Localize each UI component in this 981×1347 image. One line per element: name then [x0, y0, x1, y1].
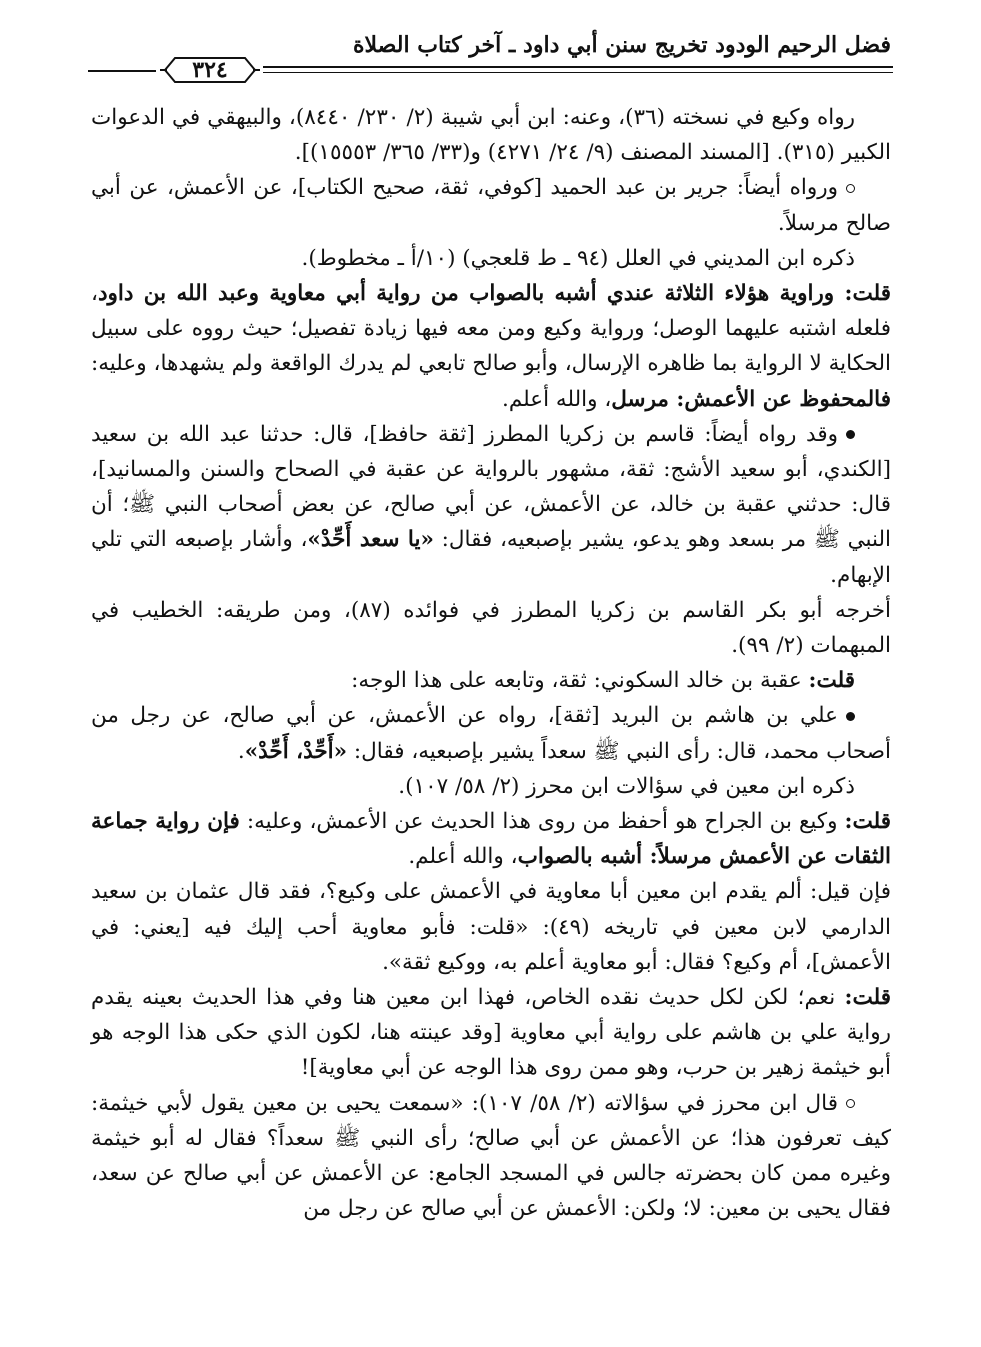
header-rule-bottom: [263, 72, 893, 73]
text-segment: ، والله أعلم.: [502, 386, 612, 412]
body-text: [91, 100, 891, 1227]
text-segment: ، والله أعلم.: [408, 844, 518, 870]
text-segment: أخرجه أبو بكر القاسم بن زكريا المطرز في فوائده (٨٧)، ومن طريقه: الخطيب في المبهمات (٢/ ٩٩).: [91, 597, 891, 659]
text-segment: ، وأشار بإصبعه التي تلي الإبهام.: [91, 527, 891, 588]
text-segment: قال ابن محرز في سؤالاته (٢/ ٥٨/ ١٠٧): «سمعت يحيى بن معين يقول لأبي خيثمة: كيف تعرفون هذا؛ عن الأعمش عن أبي صالح؛ رأى النبي ﷺ سعداً؟ فقال له أبو خيثمة وغيره ممن كان بحضرته جالس في المسجد الجامع: عن الأعمش عن أبي صالح عن سعد، فقال يحيى بن معين: لا؛ ولكن: الأعمش عن أبي صالح عن رجل من: [91, 1090, 891, 1222]
paragraph: [91, 804, 891, 874]
text-segment: فإن قيل: ألم يقدم ابن معين أبا معاوية في الأعمش على وكيع؟، فقد قال عثمان بن سعيد الدارمي لابن معين في تاريخه (٤٩): «قلت: فأبو معاوية أحب إليك فيه [يعني: في الأعمش]، أم وكيع؟ فقال: أبو معاوية أعلم به، ووكيع ثقة».: [91, 879, 891, 975]
text-segment: علي بن هاشم بن البريد [ثقة]، رواه عن الأعمش، عن أبي صالح، عن رجل من أصحاب محمد، قال: رأى النبي ﷺ سعداً يشير بإصبعيه، فقال:: [91, 703, 891, 764]
running-title: فضل الرحيم الودود تخريج سنن أبي داود ـ آخر كتاب الصلاة: [353, 32, 891, 58]
paragraph: [91, 698, 891, 768]
text-segment: وكيع بن الجراح هو أحفظ من روى هذا الحديث عن الأعمش، وعليه:: [239, 809, 845, 835]
header-rule-top: [263, 66, 893, 68]
paragraph: [91, 874, 891, 980]
text-segment: وقد رواه أيضاً: قاسم بن زكريا المطرز [ثقة حافظ]، قال: حدثنا عبد الله بن سعيد [الكندي، أبو سعيد الأشج: ثقة، مشهور بالرواية عن عقبة في الصحاح والسنن والمسانيد]، قال: حدثني عقبة بن خالد، عن الأعمش، عن أبي صالح، عن بعض أصحاب النبي ﷺ؛ أن النبي ﷺ مر بسعد وهو يدعو، يشير بإصبعيه، فقال:: [91, 421, 891, 553]
paragraph: [91, 241, 891, 276]
bold-text-segment: قلت: وراوية هؤلاء الثلاثة عندي أشبه بالصواب من رواية أبي معاوية وعبد الله بن داود: [97, 281, 891, 307]
bold-text-segment: «يا سعد أَحِّدْ»: [307, 527, 434, 553]
bullet-ring-icon: [846, 1099, 855, 1108]
header-rule-left: [88, 70, 156, 72]
paragraph: [91, 417, 891, 593]
bold-text-segment: «أَحِّدْ، أَحِّدْ»: [244, 738, 348, 764]
paragraph: [91, 663, 891, 698]
bold-text-segment: قلت:: [844, 809, 891, 835]
bold-text-segment: فالمحفوظ عن الأعمش: مرسل: [611, 386, 891, 412]
paragraph: [91, 980, 891, 1086]
paragraph: [91, 276, 891, 417]
text-segment: نعم؛ لكن لكل حديث نقده الخاص، فهذا ابن معين هنا وفي هذا الحديث بعينه يقدم رواية علي بن هاشم على رواية أبي معاوية [وقد عينته هنا، لكون الذي حكى هذا الوجه هو أبو خيثمة زهير بن حرب، وهو ممن روى هذا الوجه عن أبي معاوية]!: [91, 985, 891, 1081]
paragraph: [91, 1086, 891, 1227]
page-number: ٣٢٤: [192, 57, 228, 83]
text-segment: عقبة بن خالد السكوني: ثقة، وتابعه على هذا الوجه:: [351, 668, 809, 694]
bullet-ring-icon: [846, 184, 855, 193]
paragraph: [91, 593, 891, 663]
text-segment: ، فلعله اشتبه عليهما الوصل؛ ورواية وكيع ومن معه فيها زيادة تفصيل؛ حيث رووه على سبيل الحكاية لا الرواية بما ظاهره الإرسال، وأبو صالح تابعي لم يدرك الواقعة ولم يشهدها، وعليه:: [91, 281, 891, 377]
bold-text-segment: قلت:: [808, 668, 855, 694]
text-segment: رواه وكيع في نسخته (٣٦)، وعنه: ابن أبي شيبة (٢/ ٢٣٠/ ٨٤٤٠)، والبيهقي في الدعوات الكبير (٣١٥). [المسند المصنف (٩/ ٢٤/ ٤٢٧١) و(٣٣/ ٣٦٥/ ١٥٥٥٣)].: [91, 105, 891, 166]
text-segment: ورواه أيضاً: جرير بن عبد الحميد [كوفي، ثقة، صحيح الكتاب]، عن الأعمش، عن أبي صالح مرسلاً.: [91, 175, 891, 236]
paragraph: [91, 100, 891, 170]
text-segment: .: [237, 738, 245, 764]
page-number-ornament: [159, 52, 261, 88]
text-segment: ذكره ابن معين في سؤالات ابن محرز (٢/ ٥٨/ ١٠٧).: [398, 773, 855, 799]
bold-text-segment: قلت:: [844, 985, 891, 1011]
paragraph: [91, 170, 891, 240]
bold-text-segment: فإن رواية جماعة الثقات عن الأعمش مرسلاً: أشبه بالصواب: [91, 809, 891, 870]
paragraph: [91, 769, 891, 804]
bullet-dot-icon: [846, 430, 855, 439]
text-segment: ذكره ابن المديني في العلل (٩٤ ـ ط قلعجي) (١٠/أ ـ مخطوط).: [301, 245, 855, 271]
bullet-dot-icon: [846, 712, 855, 721]
